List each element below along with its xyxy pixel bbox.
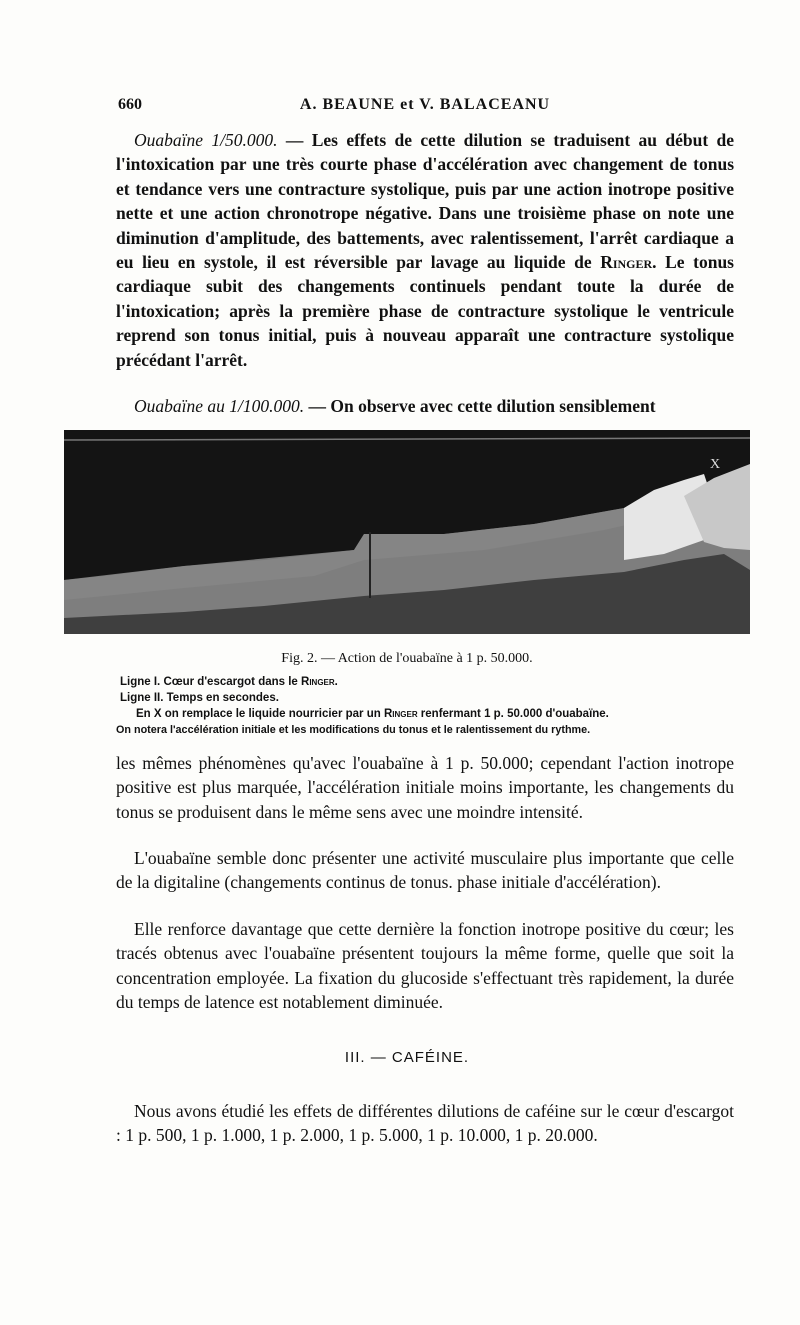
- ringer-term: Ringer: [383, 708, 418, 720]
- kymograph-figure: [64, 430, 750, 634]
- caption-line-1: [120, 676, 338, 688]
- paragraph-ouabaine-50000: [116, 128, 734, 372]
- paragraph-inotrope: Elle renforce davantage que cette dernière la fonction inotrope positive du cœur; les tracés obtenus avec l'ouabaïne présentent toujours la même forme, quelle que soit la concentration employée. La fixation du glucoside s'effectuant très rapidement, la durée du temps de latence est notablement diminuée.: [116, 919, 734, 1013]
- caption-line-4: On notera l'accélération initiale et les modifications du tonus et le ralentissement du rythme.: [116, 724, 591, 736]
- caption-text: Ligne I. Cœur d'escargot dans le: [120, 676, 302, 688]
- kymograph-trace: [64, 430, 750, 634]
- paragraph-lead: Ouabaïne 1/50.000.: [134, 130, 278, 150]
- paragraph-text: — On observe avec cette dilution sensiblement: [304, 396, 656, 416]
- ringer-term: Ringer: [301, 676, 335, 688]
- caption-text: En X on remplace le liquide nourricier par un: [136, 708, 384, 720]
- caption-text: .: [334, 676, 338, 688]
- running-header: [118, 96, 732, 122]
- ringer-term: Ringer: [600, 252, 653, 273]
- section-title-cafeine: III. — CAFÉINE.: [344, 1049, 470, 1066]
- paragraph-lead: Ouabaïne au 1/100.000.: [134, 396, 305, 416]
- paragraph-comparison: les mêmes phénomènes qu'avec l'ouabaïne à 1 p. 50.000; cependant l'action inotrope positive est plus marquée, l'accélération initiale moins importante, les changements du tonus se produisent dans le même sens avec une moindre intensité.: [116, 753, 734, 822]
- x-marker: X: [710, 457, 721, 472]
- running-header-authors: A. BEAUNE et V. BALACEANU: [299, 96, 551, 113]
- paragraph-ouabaine-100000: [116, 394, 734, 418]
- caption-text: renfermant 1 p. 50.000 d'ouabaïne.: [417, 708, 609, 720]
- figure-caption-title: Fig. 2. — Action de l'ouabaïne à 1 p. 50.000.: [281, 651, 533, 666]
- paragraph-digitaline: L'ouabaïne semble donc présenter une activité musculaire plus importante que celle de la digitaline (changements continus de tonus. phase initiale d'accélération).: [116, 848, 734, 893]
- page-number: 660: [118, 96, 142, 113]
- paragraph-cafeine: Nous avons étudié les effets de différentes dilutions de caféine sur le cœur d'escargot : 1 p. 500, 1 p. 1.000, 1 p. 2.000, 1 p. 5.000, 1 p. 10.000, 1 p. 20.000.: [116, 1101, 734, 1146]
- caption-line-2: Ligne II. Temps en secondes.: [120, 692, 279, 704]
- paragraph-text-continued: . Le tonus cardiaque subit des changements continuels pendant toute la durée de l'intoxication; après la première phase de contracture systolique le ventricule reprend son tonus initial, puis à nouveau apparaît une contracture systolique précédant l'arrêt.: [116, 252, 734, 370]
- paragraph-text: — Les effets de cette dilution se traduisent au début de l'intoxication par une très courte phase d'accélération avec changement de tonus et tendance vers une contracture systolique, puis par une action inotrope positive nette et une action chronotrope négative. Dans une troisième phase on note une diminution d'amplitude, des battements, avec ralentissement, l'arrêt cardiaque a eu lieu en systole, il est réversible par lavage au liquide de: [116, 130, 734, 273]
- caption-line-3: [136, 708, 609, 720]
